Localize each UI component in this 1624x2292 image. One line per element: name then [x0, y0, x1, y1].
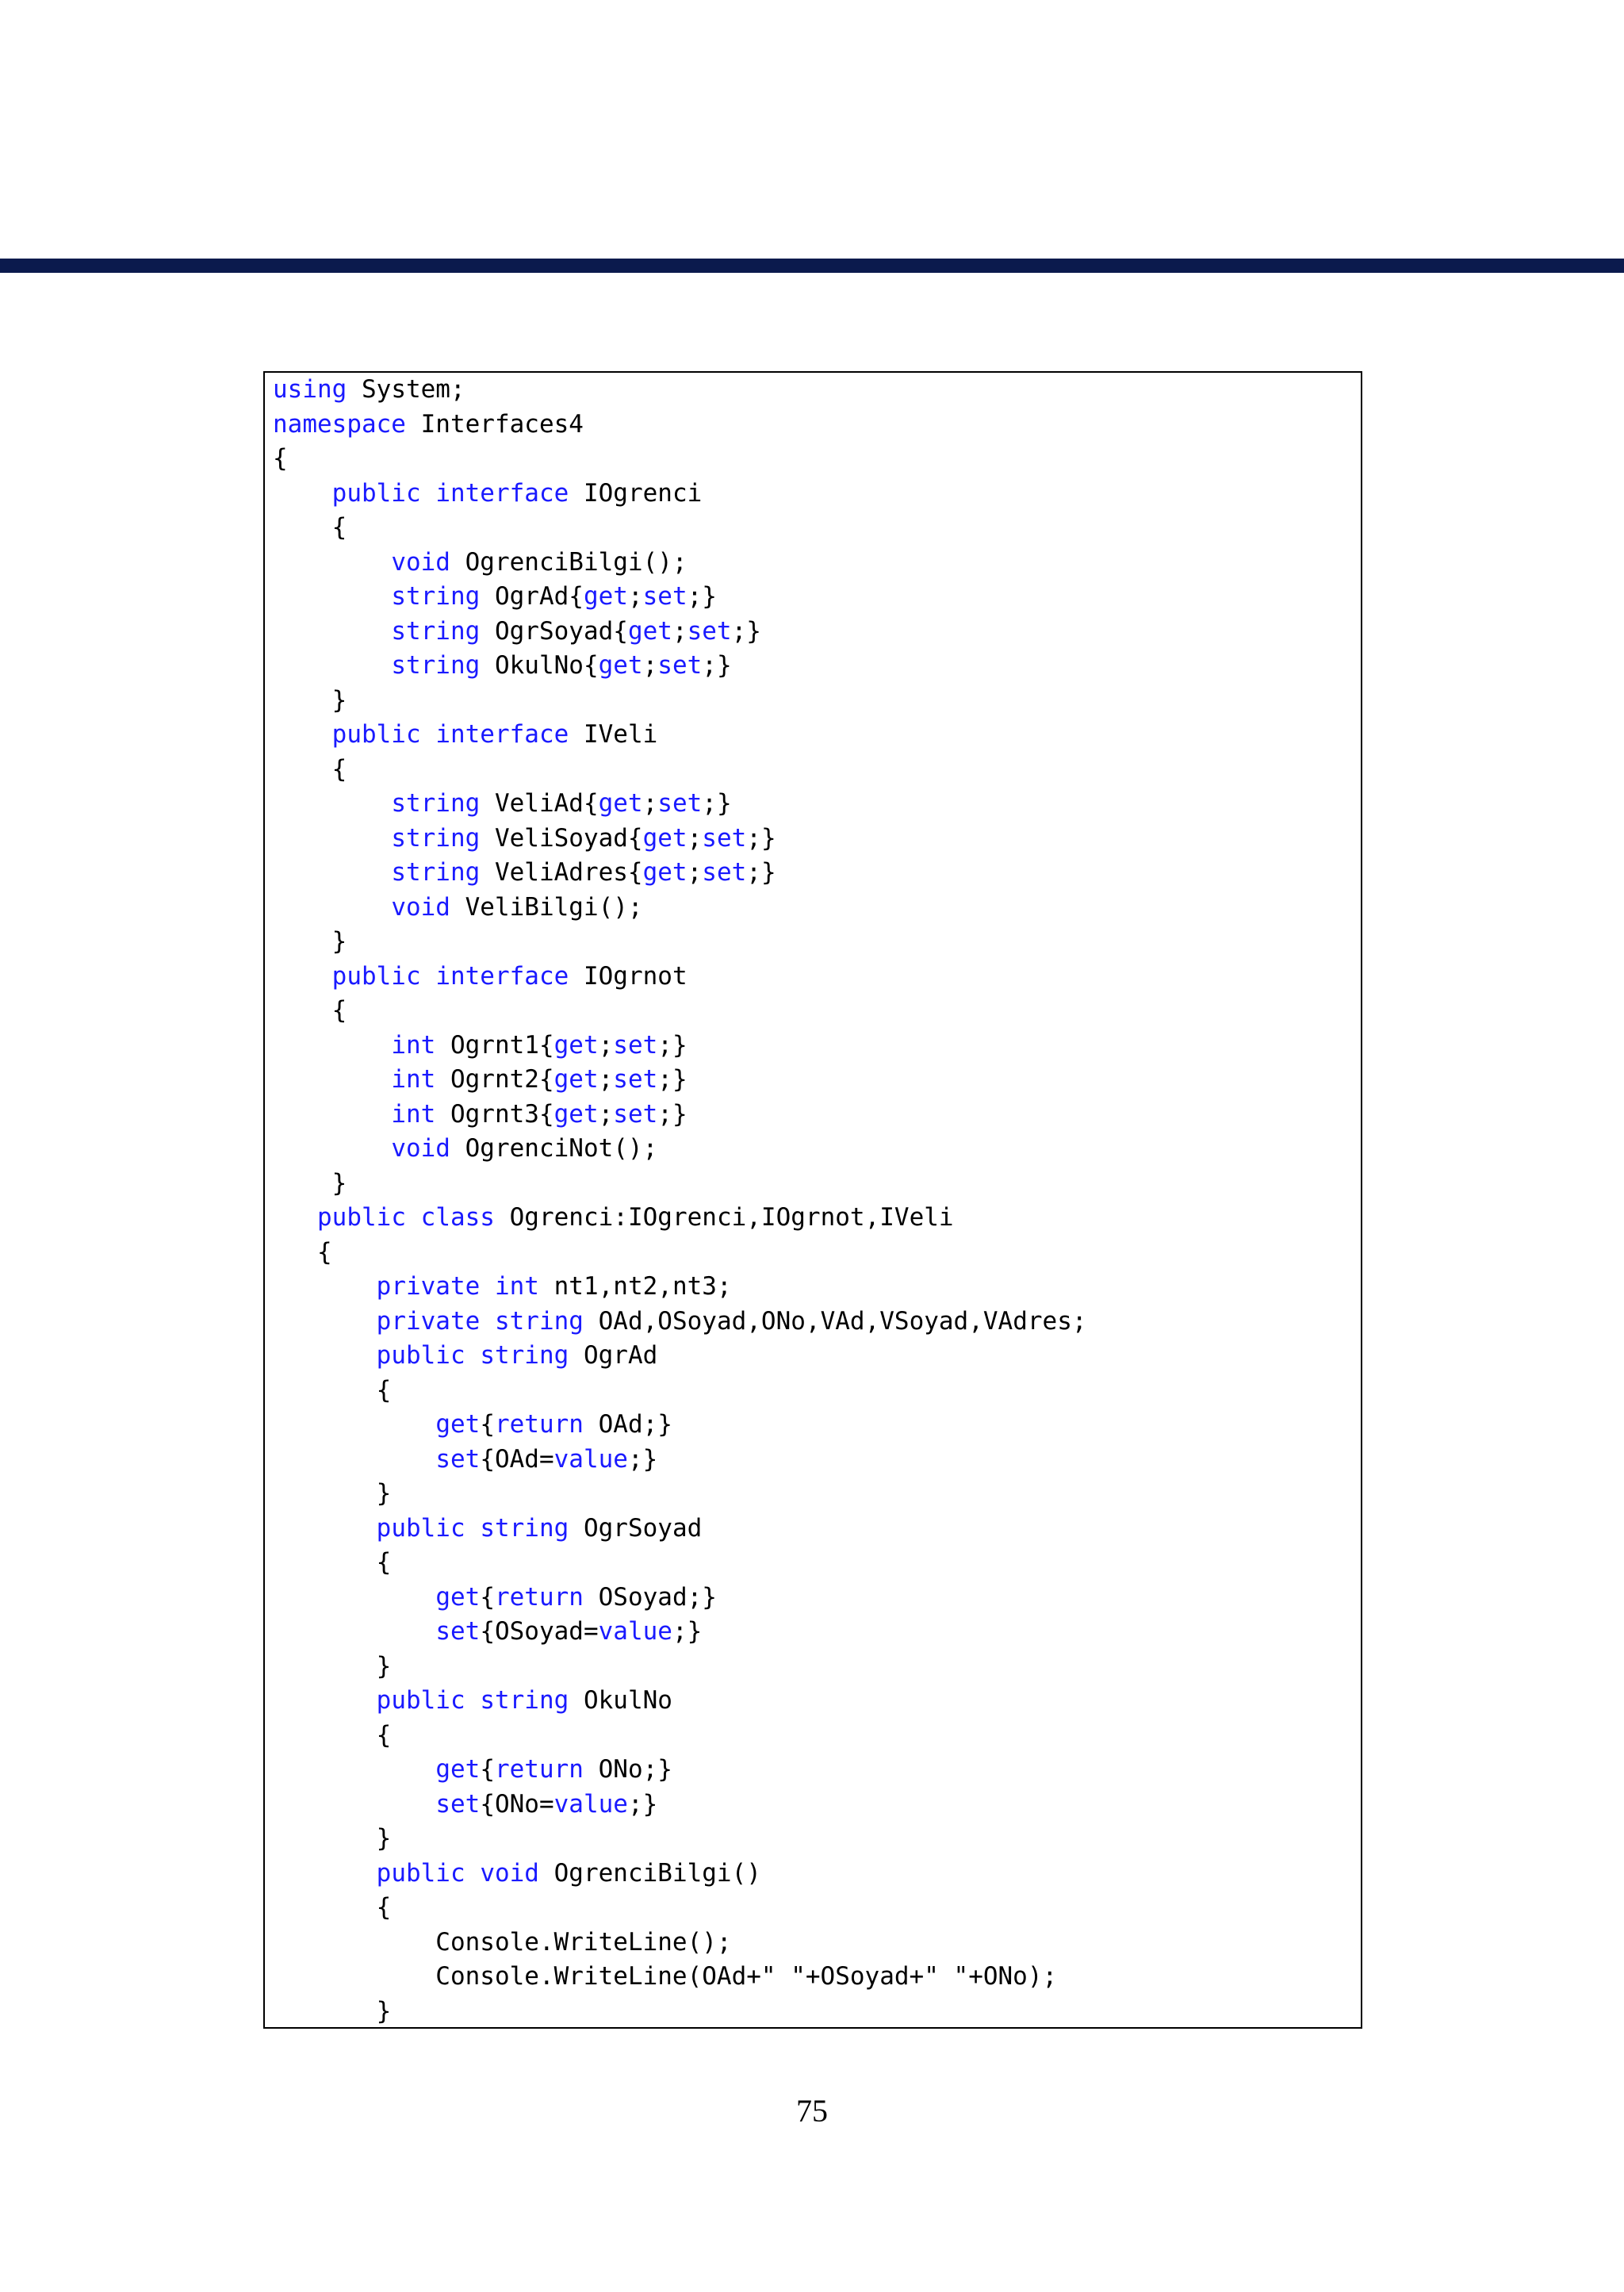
code-keyword: get: [435, 1755, 481, 1784]
code-keyword: get: [642, 858, 688, 887]
code-keyword: private: [376, 1306, 481, 1336]
code-text: [465, 1514, 481, 1543]
code-text: [273, 1272, 377, 1301]
code-text: {: [273, 1237, 332, 1267]
code-text: ;}: [687, 582, 717, 611]
code-text: [273, 720, 332, 749]
code-text: ;: [598, 1030, 614, 1060]
code-line: [273, 960, 1087, 995]
code-keyword: string: [480, 1513, 569, 1543]
code-text: IVeli: [569, 720, 658, 749]
code-text: [465, 1859, 481, 1888]
code-text: ;: [598, 1099, 614, 1129]
code-line: [273, 925, 1087, 960]
code-line: [273, 1236, 1087, 1271]
code-text: {: [480, 1582, 495, 1612]
code-line: [273, 1753, 1087, 1788]
code-text: ;}: [657, 1065, 688, 1094]
code-line: [273, 891, 1087, 926]
code-text: [273, 1859, 377, 1888]
code-line: [273, 1270, 1087, 1305]
code-text: [273, 1307, 377, 1336]
code-keyword: get: [553, 1065, 599, 1094]
code-keyword: string: [480, 1341, 569, 1370]
code-text: [273, 1755, 435, 1784]
code-line: [273, 753, 1087, 788]
code-text: }: [273, 1479, 392, 1508]
code-text: }: [273, 927, 347, 956]
code-line: [273, 856, 1087, 891]
code-line: [273, 1615, 1087, 1650]
code-text: [273, 1686, 377, 1715]
code-keyword: string: [391, 651, 481, 680]
code-line: [273, 1581, 1087, 1616]
code-text: [273, 1341, 377, 1370]
code-line: [273, 580, 1087, 615]
code-text: ;}: [627, 1789, 658, 1819]
code-keyword: set: [702, 858, 747, 887]
code-keyword: return: [494, 1582, 584, 1612]
code-line: [273, 684, 1087, 719]
code-keyword: void: [391, 892, 450, 922]
code-line: [273, 408, 1087, 443]
code-line: [273, 1960, 1087, 1995]
code-line: [273, 1443, 1087, 1478]
code-keyword: int: [391, 1099, 436, 1129]
code-line: [273, 1546, 1087, 1581]
code-text: nt1,nt2,nt3;: [538, 1272, 732, 1301]
code-keyword: set: [435, 1444, 481, 1474]
code-text: [273, 893, 391, 922]
code-text: [273, 651, 391, 680]
code-keyword: public: [376, 1513, 465, 1543]
code-keyword: void: [391, 547, 450, 577]
code-keyword: string: [391, 582, 481, 611]
code-text: Console.WriteLine();: [273, 1927, 732, 1957]
code-line: [273, 1822, 1087, 1857]
code-keyword: int: [494, 1272, 539, 1301]
code-keyword: namespace: [273, 409, 406, 439]
code-keyword: set: [687, 616, 732, 646]
code-keyword: class: [420, 1203, 495, 1232]
code-keyword: public: [376, 1858, 465, 1888]
code-text: VeliAdres{: [480, 858, 643, 887]
code-line: [273, 373, 1087, 408]
code-text: [421, 720, 436, 749]
code-text: [421, 962, 436, 991]
code-keyword: get: [553, 1099, 599, 1129]
code-line: [273, 1684, 1087, 1719]
code-text: Console.WriteLine(OAd+" "+OSoyad+" "+ONo);: [273, 1962, 1058, 1991]
code-keyword: public: [376, 1686, 465, 1715]
code-keyword: get: [583, 582, 628, 611]
code-line: [273, 1305, 1087, 1340]
header-rule: [0, 259, 1624, 273]
code-text: {: [273, 1548, 392, 1577]
code-text: [273, 1031, 391, 1060]
code-text: OAd,OSoyad,ONo,VAd,VSoyad,VAdres;: [583, 1306, 1087, 1336]
code-line: [273, 615, 1087, 650]
code-line: [273, 1891, 1087, 1926]
code-text: OkulNo: [569, 1686, 672, 1715]
code-text: IOgrenci: [569, 478, 703, 508]
code-lines: [273, 373, 1087, 2029]
code-text: ;: [642, 651, 658, 680]
code-text: Ogrnt2{: [435, 1065, 554, 1094]
code-text: ;}: [702, 651, 732, 680]
code-text: ;: [687, 858, 703, 887]
code-text: {OAd=: [480, 1444, 554, 1474]
code-text: OgrSoyad{: [480, 616, 628, 646]
code-line: [273, 1788, 1087, 1822]
code-text: [465, 1341, 481, 1370]
code-keyword: public: [376, 1341, 465, 1370]
code-line: [273, 1719, 1087, 1753]
code-text: ;}: [672, 1617, 703, 1646]
code-keyword: string: [391, 858, 481, 887]
code-keyword: get: [598, 789, 643, 818]
code-line: [273, 1477, 1087, 1512]
code-keyword: public: [331, 961, 421, 991]
code-text: ;: [598, 1065, 614, 1094]
code-keyword: string: [391, 789, 481, 818]
code-text: OgrAd{: [480, 582, 584, 611]
code-line: [273, 787, 1087, 822]
code-line: [273, 1201, 1087, 1236]
code-keyword: public: [331, 720, 421, 749]
code-text: ;}: [702, 789, 732, 818]
code-text: OgrSoyad: [569, 1513, 703, 1543]
code-line: [273, 822, 1087, 857]
code-text: [273, 1203, 317, 1232]
code-keyword: public: [317, 1203, 406, 1232]
code-line: [273, 994, 1087, 1029]
code-text: [421, 479, 436, 508]
code-text: }: [273, 1168, 347, 1198]
code-text: ;: [672, 616, 688, 646]
code-line: [273, 1029, 1087, 1064]
code-text: {: [273, 754, 347, 784]
code-keyword: int: [391, 1065, 436, 1094]
code-line: [273, 1512, 1087, 1547]
code-text: }: [273, 1651, 392, 1681]
code-text: OAd;}: [583, 1410, 672, 1439]
code-keyword: get: [598, 651, 643, 680]
code-text: [273, 548, 391, 577]
code-text: OgrAd: [569, 1341, 658, 1370]
code-text: VeliAd{: [480, 789, 599, 818]
code-line: [273, 1167, 1087, 1202]
code-text: OSoyad;}: [583, 1582, 717, 1612]
code-line: [273, 1339, 1087, 1374]
code-keyword: set: [657, 651, 703, 680]
code-keyword: void: [480, 1858, 539, 1888]
code-text: OgrenciNot();: [450, 1134, 658, 1163]
code-keyword: get: [642, 823, 688, 853]
code-text: [273, 1410, 435, 1439]
code-keyword: set: [613, 1065, 658, 1094]
code-text: {: [273, 513, 347, 542]
code-text: ;}: [746, 858, 776, 887]
code-text: IOgrnot: [569, 961, 688, 991]
code-text: [273, 789, 391, 818]
code-keyword: string: [391, 616, 481, 646]
code-text: {ONo=: [480, 1789, 554, 1819]
code-line: [273, 1857, 1087, 1891]
code-text: Ogrenci:IOgrenci,IOgrnot,IVeli: [494, 1203, 954, 1232]
code-text: {: [273, 1720, 392, 1750]
code-text: Ogrnt3{: [435, 1099, 554, 1129]
code-text: ;: [627, 582, 643, 611]
code-keyword: set: [613, 1099, 658, 1129]
code-keyword: int: [391, 1030, 436, 1060]
code-keyword: get: [435, 1410, 481, 1439]
code-keyword: set: [642, 582, 688, 611]
code-keyword: get: [435, 1582, 481, 1612]
code-text: ONo;}: [583, 1755, 672, 1784]
code-keyword: set: [702, 823, 747, 853]
code-text: [465, 1686, 481, 1715]
code-text: VeliSoyad{: [480, 823, 643, 853]
code-text: [406, 1203, 421, 1232]
code-line: [273, 649, 1087, 684]
code-listing: [263, 371, 1362, 2029]
code-text: [273, 1617, 435, 1646]
code-text: }: [273, 685, 347, 715]
code-text: [273, 1134, 391, 1163]
code-text: [273, 1065, 391, 1094]
code-line: [273, 477, 1087, 512]
code-line: [273, 442, 1087, 477]
code-keyword: string: [494, 1306, 584, 1336]
code-text: [273, 962, 332, 991]
code-text: [480, 1272, 495, 1301]
code-text: {: [273, 996, 347, 1025]
code-keyword: get: [627, 616, 672, 646]
code-keyword: get: [553, 1030, 599, 1060]
code-keyword: value: [553, 1789, 628, 1819]
code-keyword: using: [273, 375, 347, 404]
code-keyword: set: [435, 1789, 481, 1819]
code-keyword: public: [331, 478, 421, 508]
code-text: }: [273, 1824, 392, 1853]
code-text: ;}: [731, 616, 761, 646]
code-text: ;}: [657, 1099, 688, 1129]
code-text: {: [273, 444, 288, 473]
code-text: [273, 1100, 391, 1129]
code-line: [273, 1926, 1087, 1960]
code-keyword: string: [391, 823, 481, 853]
code-keyword: value: [598, 1617, 672, 1646]
code-keyword: return: [494, 1410, 584, 1439]
code-text: OgrenciBilgi();: [450, 547, 688, 577]
code-text: {OSoyad=: [480, 1617, 599, 1646]
code-text: ;}: [627, 1444, 658, 1474]
code-line: [273, 1374, 1087, 1409]
code-text: {: [273, 1893, 392, 1922]
code-text: [273, 582, 391, 611]
code-text: ;}: [657, 1030, 688, 1060]
code-text: OgrenciBilgi(): [538, 1858, 761, 1888]
code-line: [273, 1408, 1087, 1443]
code-text: {: [273, 1375, 392, 1405]
code-keyword: set: [657, 789, 703, 818]
code-text: Ogrnt1{: [435, 1030, 554, 1060]
code-line: [273, 1650, 1087, 1685]
code-line: [273, 1063, 1087, 1098]
code-text: [273, 617, 391, 646]
code-line: [273, 1995, 1087, 2029]
code-keyword: string: [480, 1686, 569, 1715]
code-text: ;: [642, 789, 658, 818]
page-number: 75: [796, 2093, 828, 2129]
code-keyword: return: [494, 1755, 584, 1784]
code-text: [273, 1445, 435, 1474]
code-keyword: private: [376, 1272, 481, 1301]
code-text: [480, 1307, 495, 1336]
code-text: VeliBilgi();: [450, 892, 643, 922]
code-keyword: interface: [435, 720, 569, 749]
code-text: OkulNo{: [480, 651, 599, 680]
code-line: [273, 1132, 1087, 1167]
code-line: [273, 511, 1087, 546]
code-keyword: set: [613, 1030, 658, 1060]
code-text: [273, 858, 391, 887]
code-text: {: [480, 1410, 495, 1439]
code-text: System;: [347, 375, 465, 404]
code-text: {: [480, 1755, 495, 1784]
code-text: }: [273, 1996, 392, 2026]
code-line: [273, 546, 1087, 581]
code-text: [273, 824, 391, 853]
code-keyword: interface: [435, 961, 569, 991]
code-text: ;}: [746, 823, 776, 853]
code-text: [273, 1514, 377, 1543]
code-line: [273, 718, 1087, 753]
code-keyword: interface: [435, 478, 569, 508]
code-text: [273, 1790, 435, 1819]
code-line: [273, 1098, 1087, 1133]
code-text: [273, 479, 332, 508]
code-keyword: void: [391, 1134, 450, 1163]
code-keyword: set: [435, 1617, 481, 1646]
code-text: ;: [687, 823, 703, 853]
code-text: Interfaces4: [405, 409, 584, 439]
code-text: [273, 1583, 435, 1612]
code-keyword: value: [553, 1444, 628, 1474]
